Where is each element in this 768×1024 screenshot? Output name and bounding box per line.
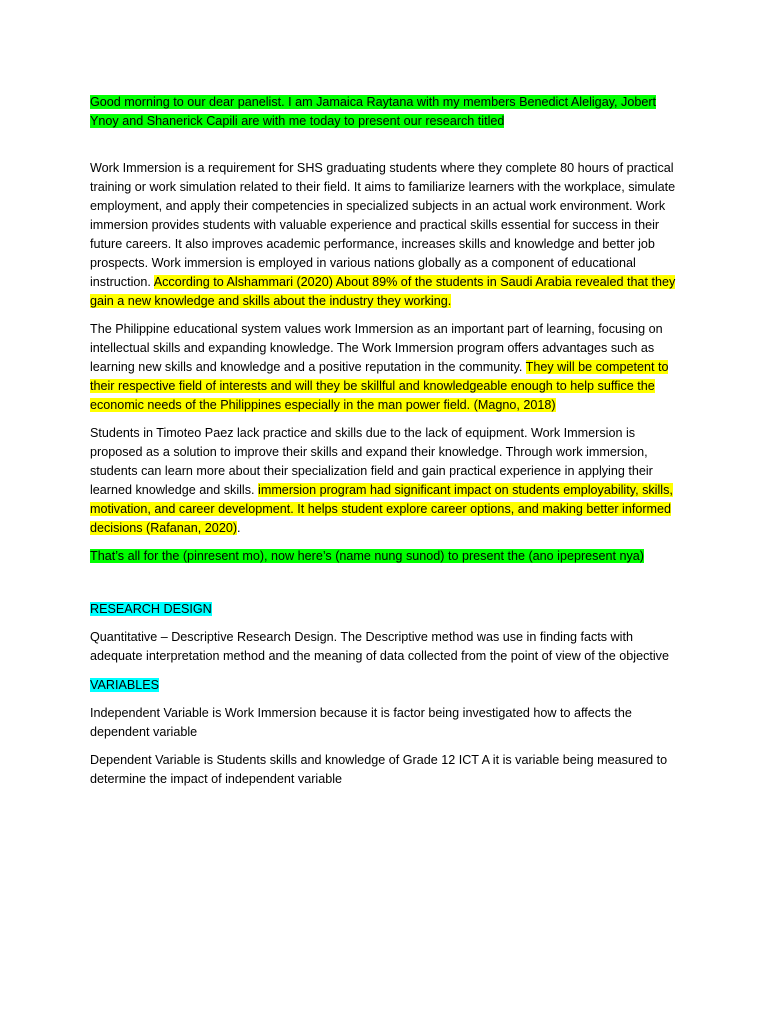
citation-highlight: According to Alshammari (2020) About 89% of the students in Saudi Arabia revealed that they gain a new knowledge and skills about the industry they working. [90,274,676,308]
intro-paragraph [90,93,682,131]
philippine-system-paragraph [90,320,682,415]
independent-variable-text: Independent Variable is Work Immersion because it is factor being investigated how to affects the dependent variable [90,706,632,739]
closing-highlight: That’s all for the (pinresent mo), now here’s (name nung sunod) to present the (ano ipepresent nya) [90,549,644,564]
closing-paragraph [90,547,682,566]
paragraph-end: . [237,520,241,535]
citation-highlight: immersion program had significant impact on students employability, skills, motivation, and career development. It helps student explore career options, and making better informed decisions (Rafanan, 2020) [90,482,673,535]
work-immersion-paragraph [90,159,682,310]
intro-highlight: Good morning to our dear panelist. I am Jamaica Raytana with my members Benedict Aleligay, Jobert Ynoy and Shanerick Capili are with me today to present our research titled [90,95,657,128]
section-heading: VARIABLES [90,677,160,692]
paragraph-text: The Philippine educational system values work Immersion as an important part of learning, focusing on intellectual skills and expanding knowledge. The Work Immersion program offers advantages such as learning new skills and knowledge and a positive reputation in the community. [90,322,663,374]
research-design-text: Quantitative – Descriptive Research Design. The Descriptive method was use in finding facts with adequate interpretation method and the meaning of data collected from the point of view of the objective [90,630,669,664]
variables-heading [90,676,682,695]
timoteo-paez-paragraph [90,424,682,537]
paragraph-text: Work Immersion is a requirement for SHS graduating students where they complete 80 hours of practical training or work simulation related to their field. It aims to familiarize learners with the workplace, simulate employment, and apply their competencies in specialized subjects in an actual work environment. Work immersion provides students with valuable experience and practical skills essential for success in their future careers. It also improves academic performance, increases skills and knowledge and better job prospects. Work immersion is employed in various nations globally as a component of educational instruction. [90,161,676,289]
document-body [90,93,682,799]
dependent-variable-text: Dependent Variable is Students skills and knowledge of Grade 12 ICT A it is variable being measured to determine the impact of independent variable [90,753,668,787]
citation-highlight: They will be competent to their respective field of interests and will they be skillful and knowledgeable enough to help suffice the economic needs of the Philippines especially in the man power field. (Magno, 2018) [90,359,669,412]
paragraph-text: Students in Timoteo Paez lack practice and skills due to the lack of equipment. Work Immersion is proposed as a solution to improve their skills and expand their knowledge. Through work immersion, students can learn more about their specialization field and gain practical experience in applying their learned knowledge and skills. [90,426,653,497]
research-design-heading [90,600,682,619]
section-heading: RESEARCH DESIGN [90,601,212,616]
